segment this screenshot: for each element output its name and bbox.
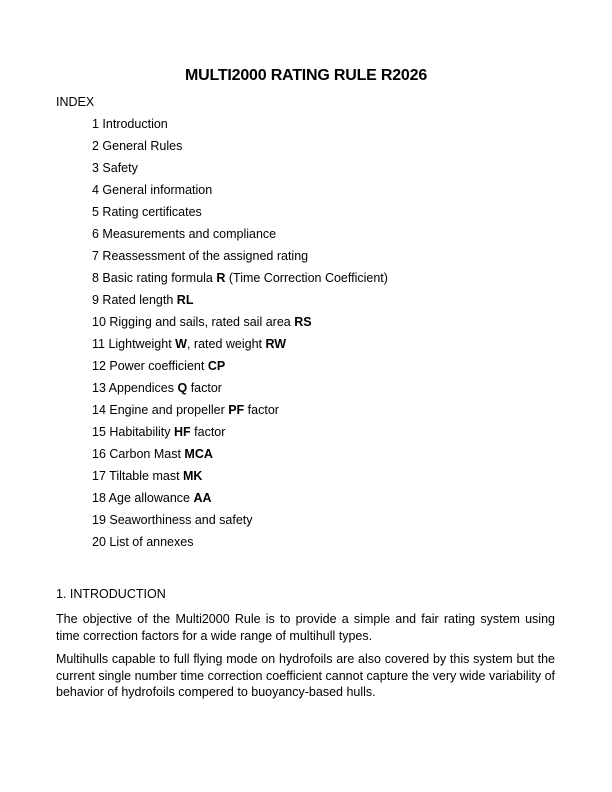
toc-item: 2 General Rules — [92, 139, 183, 153]
toc-item: 16 Carbon Mast MCA — [92, 447, 213, 461]
toc-item: 9 Rated length RL — [92, 293, 194, 307]
toc-item: 4 General information — [92, 183, 213, 197]
toc-item: 20 List of annexes — [92, 535, 194, 549]
toc-item: 17 Tiltable mast MK — [92, 469, 203, 483]
toc-item: 5 Rating certificates — [92, 205, 202, 219]
toc-item: 6 Measurements and compliance — [92, 227, 277, 241]
table-of-contents — [92, 117, 388, 557]
intro-paragraph: The objective of the Multi2000 Rule is to provide a simple and fair rating system using time correction factors for a wide range of multihull types. — [56, 612, 555, 643]
toc-item: 19 Seaworthiness and safety — [92, 513, 253, 527]
toc-item: 18 Age allowance AA — [92, 491, 212, 505]
toc-item: 12 Power coefficient CP — [92, 359, 226, 373]
index-heading: INDEX — [56, 95, 95, 109]
toc-item: 1 Introduction — [92, 117, 168, 131]
document-title: MULTI2000 RATING RULE R2026 — [184, 67, 428, 84]
toc-item: 10 Rigging and sails, rated sail area RS — [92, 315, 312, 329]
intro-paragraph: Multihulls capable to full flying mode on hydrofoils are also covered by this system but the current single number time correction coefficient cannot capture the very wide variability of behavior of hydrofoils compered to buoyancy-based hulls. — [56, 652, 555, 699]
toc-item: 13 Appendices Q factor — [92, 381, 222, 395]
toc-item: 3 Safety — [92, 161, 138, 175]
section-heading: 1. INTRODUCTION — [56, 587, 166, 601]
toc-item: 8 Basic rating formula R (Time Correction Coefficient) — [92, 271, 388, 285]
toc-item: 14 Engine and propeller PF factor — [92, 403, 279, 417]
toc-item: 7 Reassessment of the assigned rating — [92, 249, 309, 263]
toc-item: 15 Habitability HF factor — [92, 425, 226, 439]
toc-item: 11 Lightweight W, rated weight RW — [92, 337, 287, 351]
